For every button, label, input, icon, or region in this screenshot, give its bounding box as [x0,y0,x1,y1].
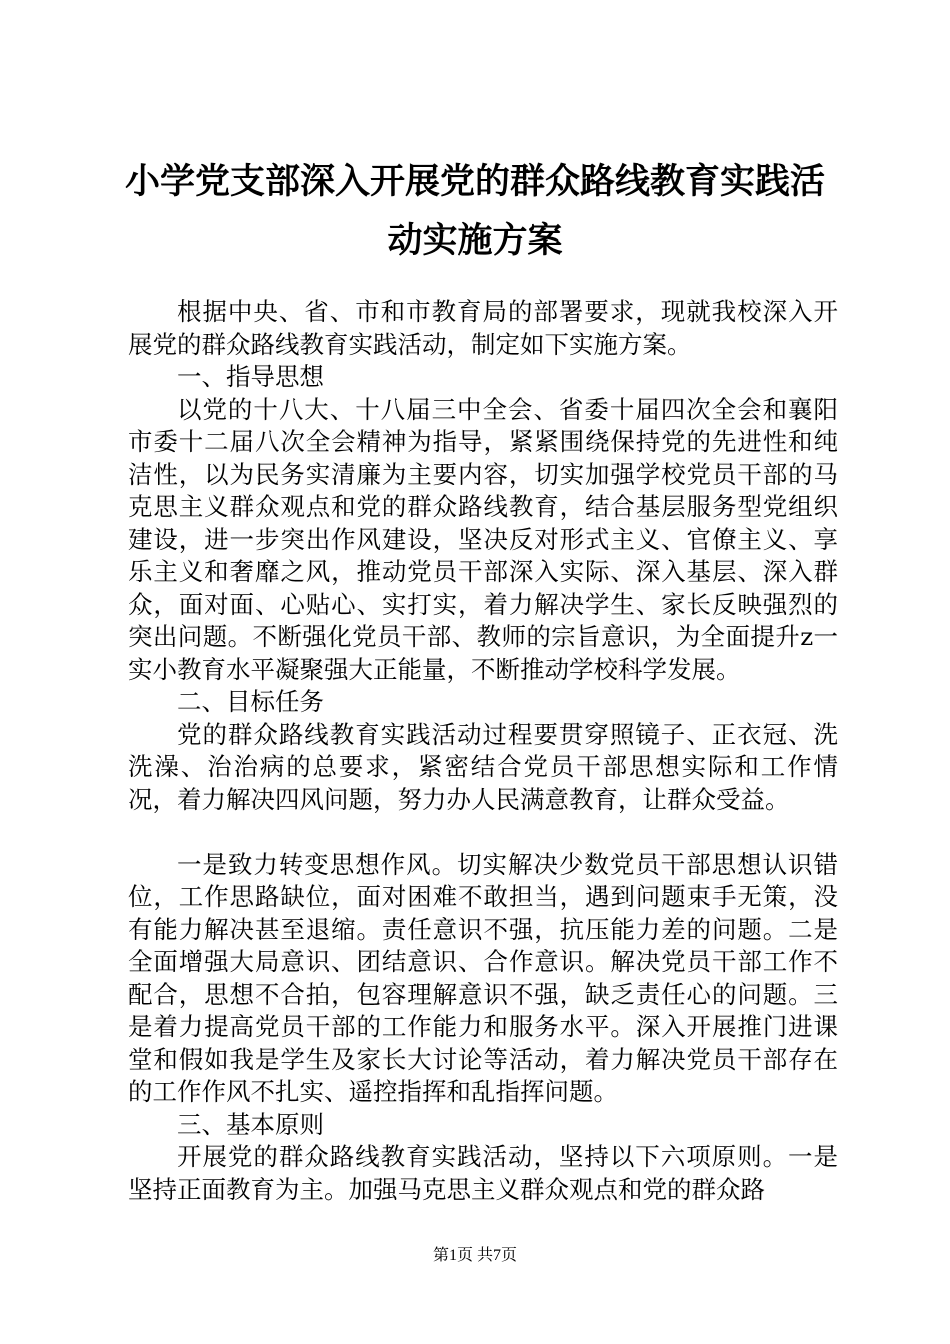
page-footer: 第1页 共7页 [432,1247,517,1264]
goals-paragraph: 党的群众路线教育实践活动过程要贯穿照镜子、正衣冠、洗洗澡、治治病的总要求，紧密结合党员干部思想实际和工作情况，着力解决四风问题，努力办人民满意教育，让群众受益。 [128,719,838,814]
intro-paragraph: 根据中央、省、市和市教育局的部署要求，现就我校深入开展党的群众路线教育实践活动，制定如下实施方案。 [128,297,838,359]
principles-paragraph: 开展党的群众路线教育实践活动，坚持以下六项原则。一是坚持正面教育为主。加强马克思主义群众观点和党的群众路 [128,1142,838,1204]
goals-detail-paragraph: 一是致力转变思想作风。切实解决少数党员干部思想认识错位，工作思路缺位，面对困难不敢担当，遇到问题束手无策，没有能力解决甚至退缩。责任意识不强，抗压能力差的问题。二是全面增强大局意识、团结意识、合作意识。解决党员干部工作不配合，思想不合拍，包容理解意识不强，缺乏责任心的问题。三是着力提高党员干部的工作能力和服务水平。深入开展推门进课堂和假如我是学生及家长大讨论等活动，着力解决党员干部存在的工作作风不扎实、遥控指挥和乱指挥问题。 [128,849,838,1106]
document-title-line-2: 动实施方案 [387,221,563,261]
document-body [128,296,838,1206]
section-heading-3: 三、基本原则 [177,1109,324,1139]
guiding-thought-paragraph: 以党的十八大、十八届三中全会、省委十届四次全会和襄阳市委十二届八次全会精神为指导，紧紧围绕保持党的先进性和纯洁性，以为民务实清廉为主要内容，切实加强学校党员干部的马克思主义群众观点和党的群众路线教育，结合基层服务型党组织建设，进一步突出作风建设，坚决反对形式主义、官僚主义、享乐主义和奢靡之风，推动党员干部深入实际、深入基层、深入群众，面对面、心贴心、实打实，着力解决学生、家长反映强烈的突出问题。不断强化党员干部、教师的宗旨意识，为全面提升z一实小教育水平凝聚强大正能量，不断推动学校科学发展。 [128,394,838,684]
section-heading-2: 二、目标任务 [177,687,324,716]
document-title-line-1: 小学党支部深入开展党的群众路线教育实践活 [124,162,825,202]
section-heading-1: 一、指导思想 [177,362,324,391]
